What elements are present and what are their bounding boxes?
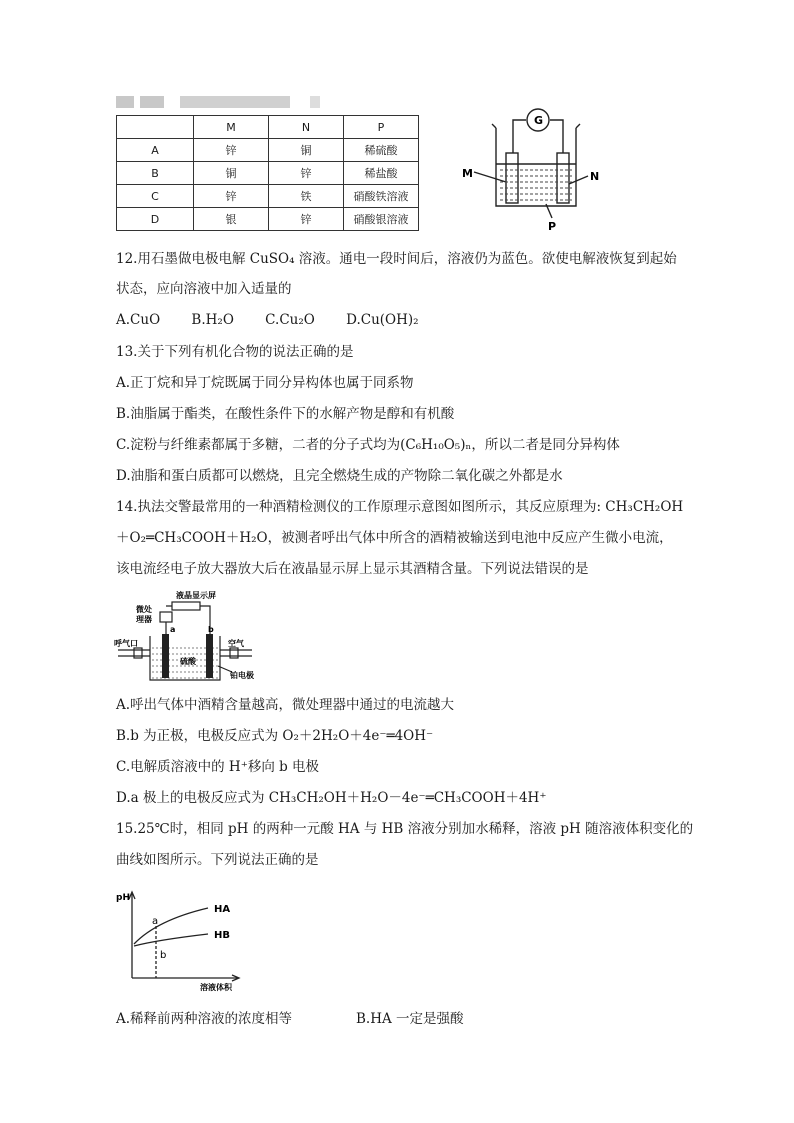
label-point-b: b [160, 950, 167, 961]
table-cell: 铜 [269, 139, 344, 162]
label-n: N [590, 170, 600, 183]
table-cell: N [269, 116, 344, 139]
label-point-a: a [152, 916, 159, 927]
wire-left [513, 120, 526, 153]
label-a: a [170, 625, 176, 634]
table-row [117, 208, 419, 231]
table-cell: P [344, 116, 419, 139]
label-air: 空气 [228, 639, 244, 648]
table-row [117, 162, 419, 185]
table-cell: 硝酸银溶液 [344, 208, 419, 231]
blurred-header-1 [116, 96, 134, 108]
curve-hb [134, 934, 208, 946]
q14-option-d: D.a 极上的电极反应式为 CH₃CH₂OH＋H₂O－4e⁻═CH₃COOH＋4H⁺ [116, 790, 547, 806]
q13-option-d: D.油脂和蛋白质都可以燃烧，且完全燃烧生成的产物除二氧化碳之外都是水 [116, 468, 563, 484]
wire-right [550, 120, 563, 153]
electrode-m [506, 153, 518, 203]
q14-option-c: C.电解质溶液中的 H⁺移向 b 电极 [116, 759, 320, 775]
q13-option-c: C.淀粉与纤维素都属于多糖，二者的分子式均为(C₆H₁₀O₅)ₙ，所以二者是同分异构体 [116, 437, 620, 453]
table-cell: 锌 [269, 208, 344, 231]
table-cell: 锌 [269, 162, 344, 185]
options-table [116, 115, 419, 231]
electrode-a [162, 634, 169, 678]
q14-line3: 该电流经电子放大器放大后在液晶显示屏上显示其酒精含量。下列说法错误的是 [116, 561, 589, 577]
table-row [117, 116, 419, 139]
q14-option-b: B.b 为正极，电极反应式为 O₂＋2H₂O＋4e⁻═4OH⁻ [116, 728, 434, 744]
screen-box [172, 602, 200, 610]
label-ph: pH [116, 893, 130, 903]
label-x-axis: 溶液体积 [200, 983, 232, 992]
blurred-header-4 [310, 96, 320, 108]
ph-dilution-graph [112, 884, 272, 994]
table-cell: 铜 [194, 162, 269, 185]
q14-line1: 14.执法交警最常用的一种酒精检测仪的工作原理示意图如图所示，其反应原理为: CH₃CH₂OH [116, 499, 684, 515]
label-micro-1: 微处 [136, 605, 152, 614]
table-cell: 硝酸铁溶液 [344, 185, 419, 208]
table-cell: 铁 [269, 185, 344, 208]
table-cell: 稀硫酸 [344, 139, 419, 162]
label-p: P [548, 220, 557, 233]
table-cell [117, 116, 194, 139]
solution-hatching [500, 170, 572, 200]
label-m: M [462, 167, 473, 180]
table-cell: 稀盐酸 [344, 162, 419, 185]
table-cell: D [117, 208, 194, 231]
table-cell: B [117, 162, 194, 185]
label-electrode: 铂电极 [230, 671, 254, 680]
table-cell: M [194, 116, 269, 139]
table-row [117, 185, 419, 208]
q12-line2: 状态，应向溶液中加入适量的 [116, 281, 292, 297]
q12-line1: 12.用石墨做电极电解 CuSO₄ 溶液。通电一段时间后，溶液仍为蓝色。欲使电解液恢复到起始 [116, 251, 677, 267]
blurred-header-3 [180, 96, 290, 108]
table-cell: C [117, 185, 194, 208]
q15-line2: 曲线如图所示。下列说法正确的是 [116, 852, 319, 868]
q14-option-a: A.呼出气体中酒精含量越高，微处理器中通过的电流越大 [116, 697, 455, 713]
q15-line1: 15.25℃时，相同 pH 的两种一元酸 HA 与 HB 溶液分别加水稀释，溶液 pH 随溶液体积变化的 [116, 821, 694, 837]
table-row [117, 139, 419, 162]
table-cell: A [117, 139, 194, 162]
q13-option-a: A.正丁烷和异丁烷既属于同分异构体也属于同系物 [116, 375, 414, 391]
label-micro-2: 理器 [136, 615, 152, 624]
electrode-n [557, 153, 569, 203]
galvanic-cell-figure [460, 98, 620, 248]
table-cell: 银 [194, 208, 269, 231]
q15-option-a: A.稀释前两种溶液的浓度相等 [116, 1011, 293, 1027]
q13-option-b: B.油脂属于酯类，在酸性条件下的水解产物是醇和有机酸 [116, 406, 455, 422]
q15-option-b: B.HA 一定是强酸 [356, 1011, 464, 1027]
blurred-header-2 [140, 96, 164, 108]
label-b: b [208, 625, 214, 634]
table-cell: 锌 [194, 185, 269, 208]
q14-line2: ＋O₂═CH₃COOH＋H₂O，被测者呼出气体中所含的酒精被输送到电池中反应产生微小电流， [116, 530, 673, 546]
microprocessor-box [160, 612, 172, 622]
label-hb: HB [214, 930, 230, 941]
electrode-b [206, 634, 213, 678]
q12-options: A.CuO B.H₂O C.Cu₂O D.Cu(OH)₂ [116, 312, 419, 328]
label-inlet: 呼气口 [114, 639, 138, 648]
label-electrolyte: 硫酸 [180, 657, 196, 666]
q13-stem: 13.关于下列有机化合物的说法正确的是 [116, 344, 354, 360]
table-cell: 锌 [194, 139, 269, 162]
label-ha: HA [214, 904, 231, 915]
breathalyzer-figure [112, 588, 262, 688]
label-screen: 液晶显示屏 [176, 591, 216, 600]
galvanometer-label: G [534, 114, 544, 127]
air-pipe [220, 650, 252, 656]
